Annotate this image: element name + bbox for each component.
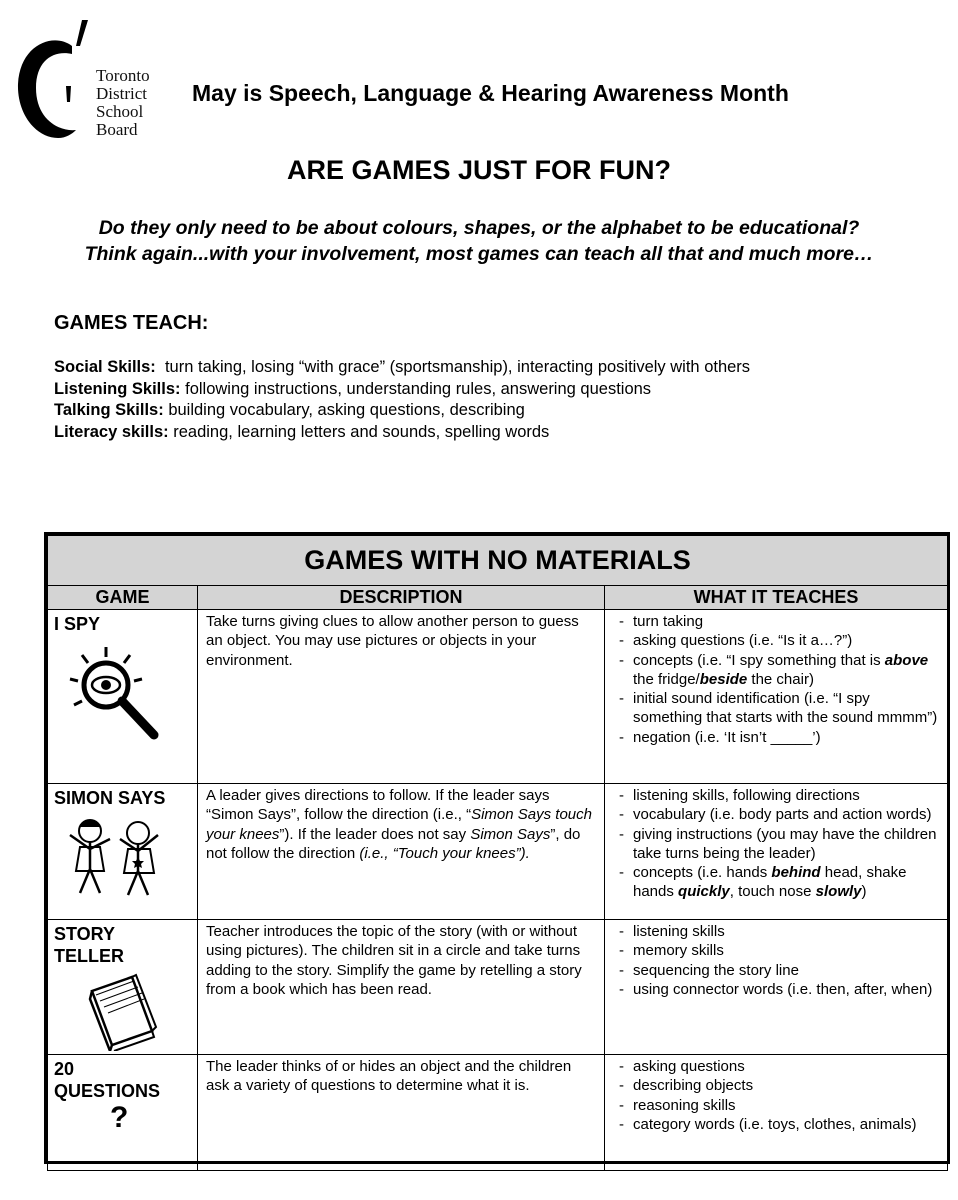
list-item: - asking questions <box>619 1057 943 1076</box>
game-name: QUESTIONS <box>54 1081 161 1101</box>
list-item: - asking questions (i.e. “Is it a…?”) <box>619 631 943 650</box>
table-row <box>48 920 948 1055</box>
column-header-game: GAME <box>48 586 198 610</box>
list-item: - reasoning skills <box>619 1096 943 1115</box>
teach-text: the fridge/ <box>633 670 700 688</box>
column-header-teaches: WHAT IT TEACHES <box>605 586 948 610</box>
game-name: TELLER <box>54 946 124 966</box>
skill-item <box>54 400 750 422</box>
apple-logo-icon <box>14 14 94 144</box>
teaches-cell <box>605 1055 948 1171</box>
logo-line: School <box>96 102 144 121</box>
list-item: - memory skills <box>619 941 943 960</box>
teach-emphasis: behind <box>771 864 821 882</box>
desc-text: ”). If the leader does not say <box>279 825 471 843</box>
list-item: - negation (i.e. ‘It isn’t _____’) <box>619 728 943 747</box>
teach-text: concepts (i.e. “I spy something that is <box>633 651 885 669</box>
skill-text: reading, learning letters and sounds, spelling words <box>168 422 550 441</box>
list-item: - giving instructions (you may have the children take turns being the leader) <box>619 825 943 864</box>
column-header-description: DESCRIPTION <box>198 586 605 610</box>
skill-text: following instructions, understanding rules, answering questions <box>180 379 652 398</box>
teach-text: , touch nose <box>729 883 816 901</box>
page-headline: ARE GAMES JUST FOR FUN? <box>286 155 671 185</box>
description-cell <box>198 784 605 920</box>
list-item: - describing objects <box>619 1076 943 1095</box>
list-item: - initial sound identification (i.e. “I spy something that starts with the sound mmmm”) <box>619 689 943 728</box>
games-table <box>44 532 950 1164</box>
game-cell <box>48 610 198 784</box>
skill-label: Social Skills: <box>54 358 156 376</box>
teach-text: ) <box>861 883 867 901</box>
teach-emphasis: beside <box>699 670 748 688</box>
list-item <box>619 651 943 690</box>
skill-label: Literacy skills: <box>54 422 169 441</box>
teaches-cell <box>605 920 948 1055</box>
logo-line: Board <box>96 120 138 139</box>
teaches-cell <box>605 610 948 784</box>
list-item: - sequencing the story line <box>619 961 943 980</box>
description-cell: Teacher introduces the topic of the story (with or without using pictures). The children sit in a circle and take turns adding to the story. Simplify the game by retelling a story from a book which has been read. <box>198 920 605 1055</box>
skills-list <box>54 357 750 443</box>
question-mark-icon: ? <box>110 1101 129 1134</box>
list-item: - listening skills, following directions <box>619 786 943 805</box>
teach-emphasis: slowly <box>815 883 862 901</box>
magnifying-glass-eye-icon <box>62 639 172 745</box>
skill-label: Talking Skills: <box>54 401 164 419</box>
month-title: May is Speech, Language & Hearing Awareness Month <box>192 80 789 106</box>
games-teach-heading: GAMES TEACH: <box>54 312 209 334</box>
game-cell <box>48 784 198 920</box>
teach-emphasis: above <box>884 651 929 669</box>
tdsb-logo <box>14 14 164 144</box>
desc-italic: (i.e., “Touch your knees”). <box>359 844 530 862</box>
logo-line: District <box>96 84 147 103</box>
teach-text: the chair) <box>747 670 814 688</box>
desc-text: ”, do not follow the direction <box>206 825 581 862</box>
children-playing-icon <box>54 813 174 899</box>
desc-italic: Simon Says <box>470 825 551 843</box>
logo-line: Toronto <box>96 66 150 85</box>
teaches-cell <box>605 784 948 920</box>
table-row <box>48 784 948 920</box>
game-name: 20 <box>54 1059 75 1079</box>
logo-text <box>96 67 150 139</box>
list-item: - turn taking <box>619 612 943 631</box>
game-name: SIMON SAYS <box>54 788 166 808</box>
table-row <box>48 610 948 784</box>
table-title: GAMES WITH NO MATERIALS <box>48 536 948 586</box>
intro-text <box>0 215 958 267</box>
teach-text: concepts (i.e. hands <box>633 864 772 882</box>
list-item <box>619 863 943 902</box>
table-row <box>48 1055 948 1171</box>
game-name: STORY <box>54 924 116 944</box>
list-item: - vocabulary (i.e. body parts and action words) <box>619 805 943 824</box>
skill-item <box>54 379 750 401</box>
list-item: - category words (i.e. toys, clothes, animals) <box>619 1115 943 1134</box>
teach-text: head, shake hands <box>633 864 907 901</box>
description-cell: The leader thinks of or hides an object and the children ask a variety of questions to determine what it is. <box>198 1055 605 1171</box>
skill-text: turn taking, losing “with grace” (sportsmanship), interacting positively with others <box>155 358 751 376</box>
skill-item <box>54 422 750 444</box>
intro-line: Do they only need to be about colours, shapes, or the alphabet to be educational? <box>98 217 860 239</box>
description-cell: Take turns giving clues to allow another person to guess an object. You may use pictures or objects in your environment. <box>198 610 605 784</box>
game-cell <box>48 920 198 1055</box>
game-cell <box>48 1055 198 1171</box>
list-item: - using connector words (i.e. then, after, when) <box>619 980 943 999</box>
desc-text: A leader gives directions to follow. If the leader says “Simon Says”, follow the direction (i.e., “ <box>206 787 550 824</box>
skill-text: building vocabulary, asking questions, describing <box>163 401 525 419</box>
skill-label: Listening Skills: <box>54 379 181 398</box>
skill-item <box>54 357 750 379</box>
list-item: - listening skills <box>619 922 943 941</box>
desc-italic: Simon Says touch your knees <box>206 806 592 843</box>
game-name: I SPY <box>54 614 101 634</box>
book-icon <box>82 971 162 1051</box>
intro-line: Think again...with your involvement, most games can teach all that and much more… <box>84 243 874 265</box>
teach-emphasis: quickly <box>678 883 730 901</box>
